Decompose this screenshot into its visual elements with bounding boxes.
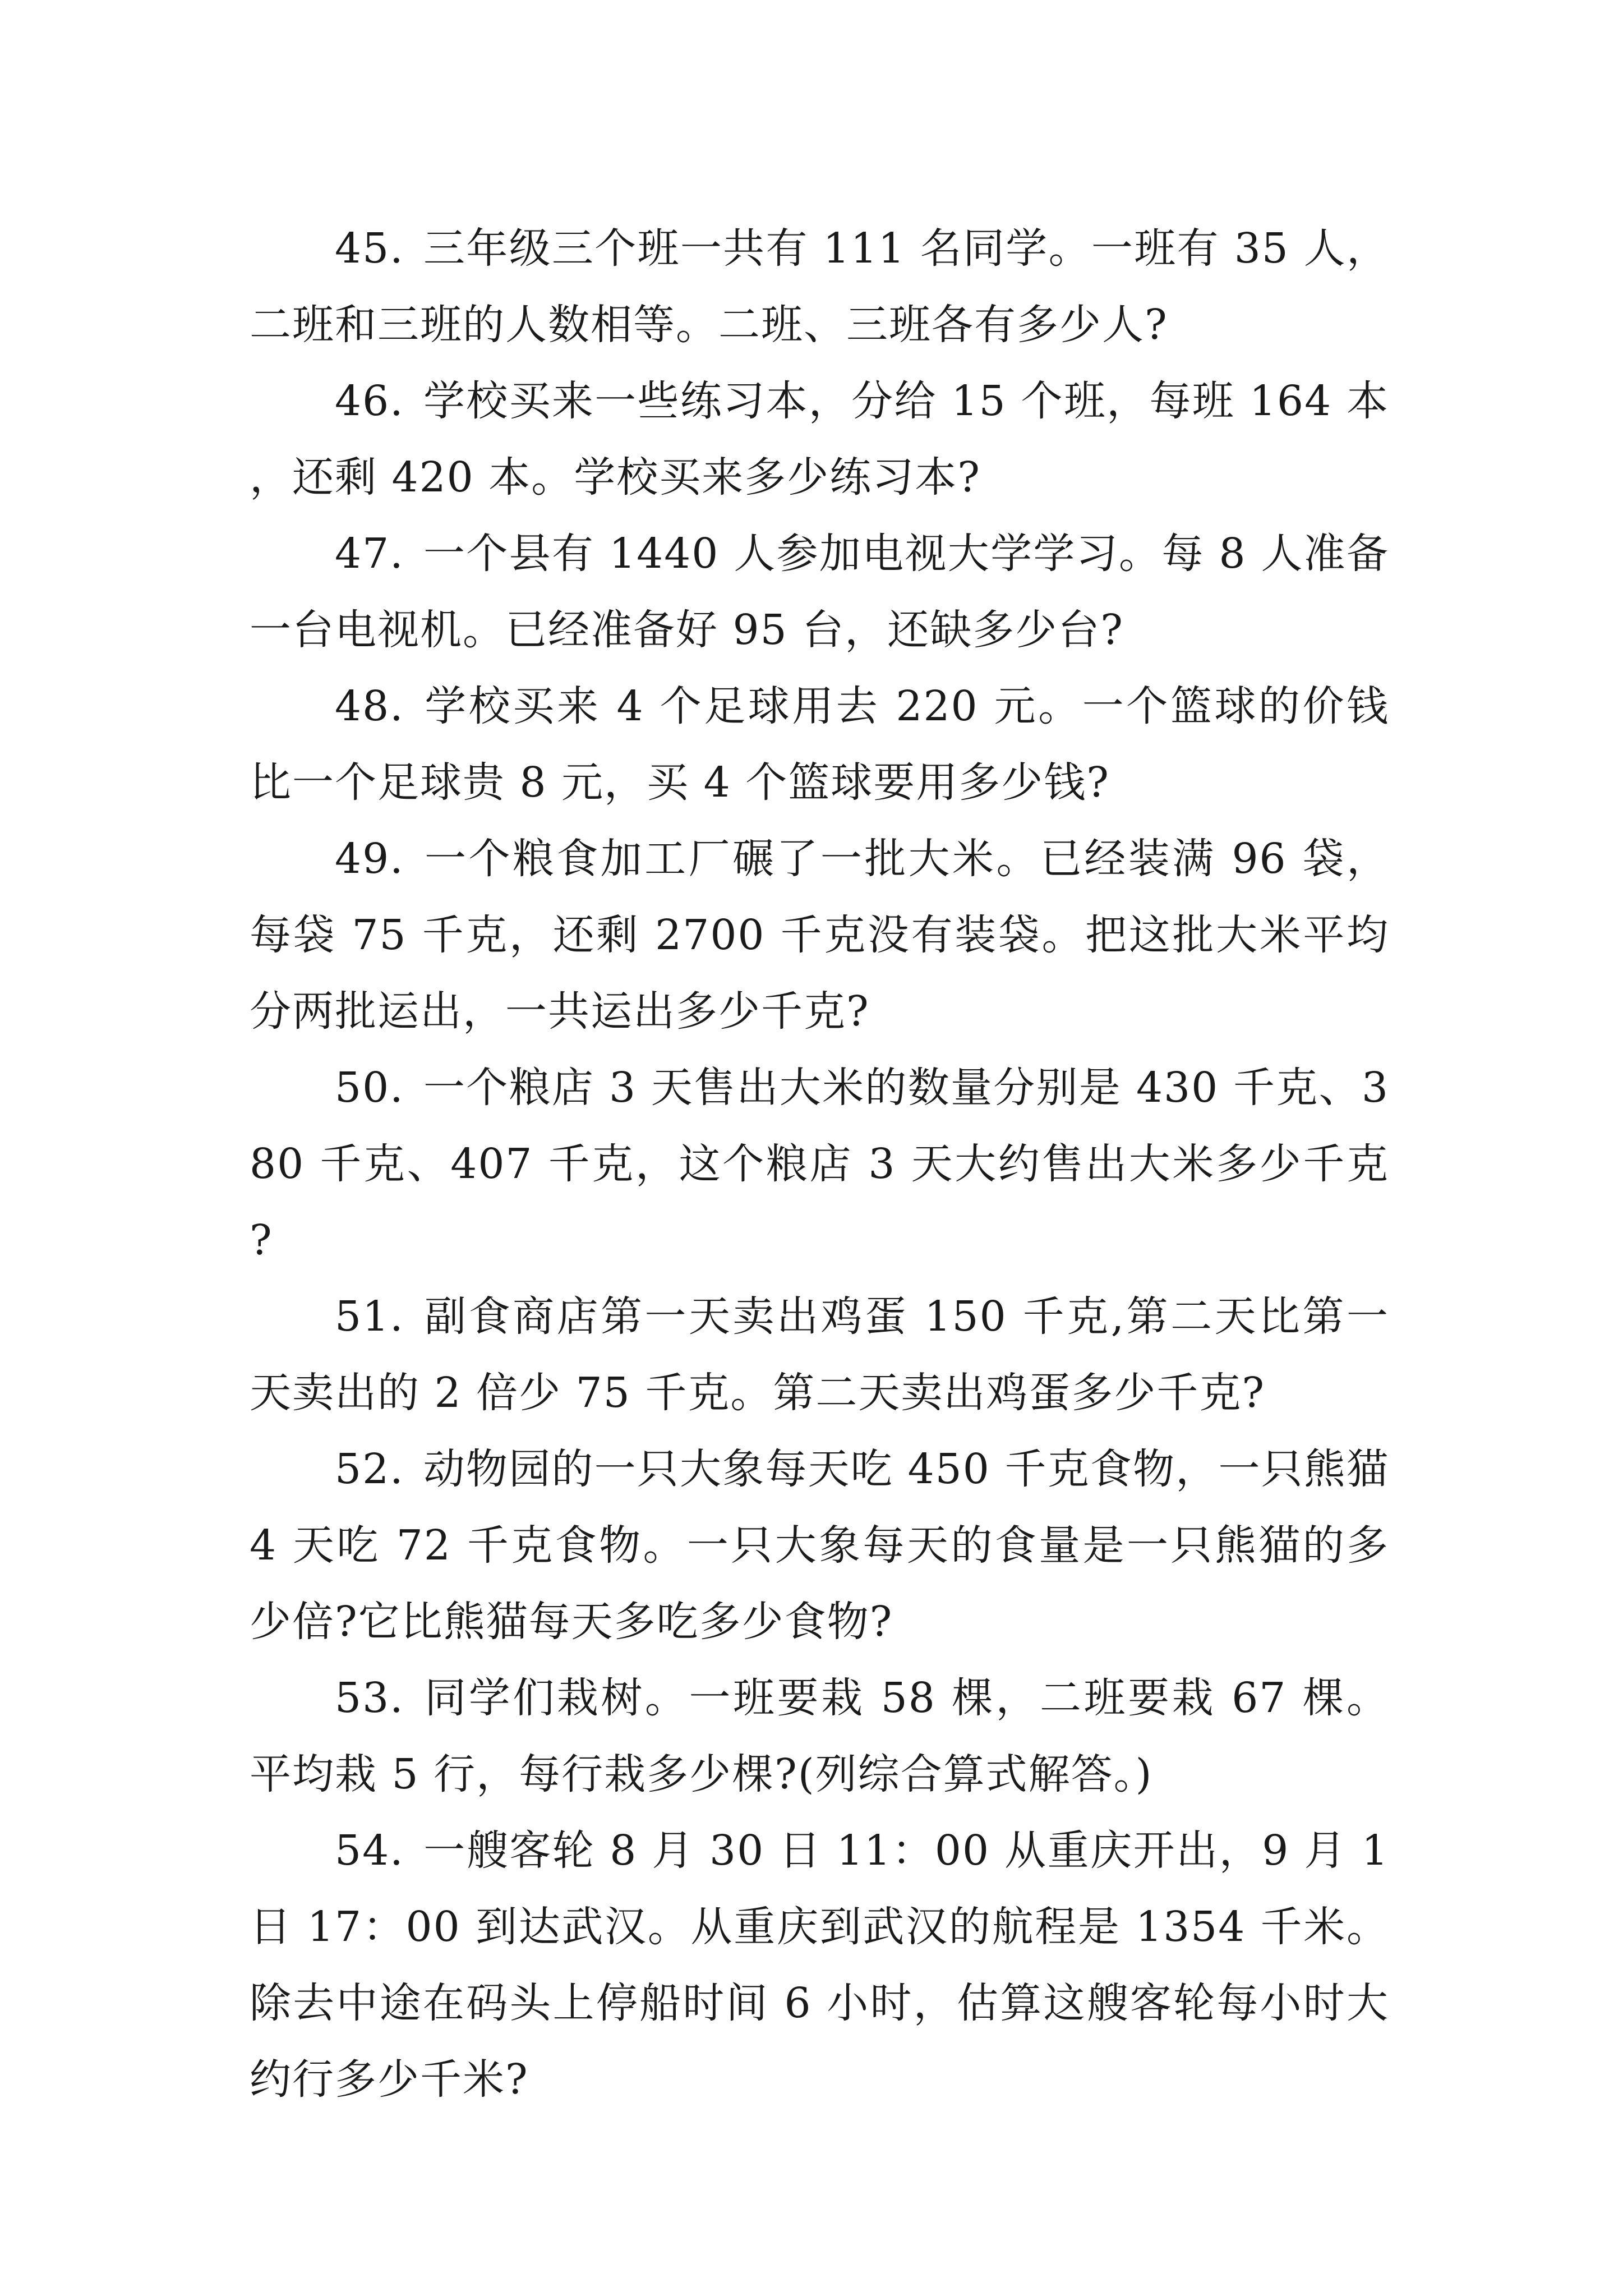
problem-text: 一个粮店 3 天售出大米的数量分别是 430 千克、380 千克、407 千克，这个粮店 3 天大约售出大米多少千克?	[250, 1064, 1389, 1264]
problem-number: 47.	[335, 530, 404, 578]
problem-list	[250, 210, 1389, 2118]
problem-text: 一艘客轮 8 月 30 日 11：00 从重庆开出，9 月 1 日 17：00 到达武汉。从重庆到武汉的航程是 1354 千米。除去中途在码头上停船时间 6 小时，估算这艘客轮每小时大约行多少千米?	[250, 1826, 1389, 2104]
problem-text: 副食商店第一天卖出鸡蛋 150 千克,第二天比第一天卖出的 2 倍少 75 千克。第二天卖出鸡蛋多少千克?	[250, 1292, 1389, 1417]
problem-47	[250, 516, 1389, 668]
problem-54	[250, 1812, 1389, 2118]
problem-51	[250, 1278, 1389, 1431]
problem-text: 动物园的一只大象每天吃 450 千克食物，一只熊猫 4 天吃 72 千克食物。一只大象每天的食量是一只熊猫的多少倍?它比熊猫每天多吃多少食物?	[250, 1445, 1389, 1646]
problem-text: 学校买来 4 个足球用去 220 元。一个篮球的价钱比一个足球贵 8 元，买 4 个篮球要用多少钱?	[250, 682, 1389, 807]
problem-number: 52.	[335, 1445, 404, 1493]
problem-46	[250, 363, 1389, 516]
problem-50	[250, 1050, 1389, 1278]
problem-text: 学校买来一些练习本，分给 15 个班，每班 164 本，还剩 420 本。学校买来多少练习本?	[250, 377, 1389, 501]
problem-number: 49.	[335, 835, 404, 883]
problem-number: 46.	[335, 377, 404, 425]
problem-text: 同学们栽树。一班要栽 58 棵，二班要栽 67 棵。平均栽 5 行，每行栽多少棵?(列综合算式解答。)	[250, 1674, 1389, 1798]
problem-53	[250, 1660, 1389, 1812]
problem-text: 三年级三个班一共有 111 名同学。一班有 35 人，二班和三班的人数相等。二班、三班各有多少人?	[250, 224, 1389, 349]
problem-45	[250, 210, 1389, 363]
problem-number: 53.	[335, 1674, 404, 1722]
problem-48	[250, 668, 1389, 821]
problem-number: 45.	[335, 224, 404, 273]
problem-text: 一个粮食加工厂碾了一批大米。已经装满 96 袋，每袋 75 千克，还剩 2700 千克没有装袋。把这批大米平均分两批运出，一共运出多少千克?	[250, 835, 1389, 1036]
problem-text: 一个县有 1440 人参加电视大学学习。每 8 人准备一台电视机。已经准备好 95 台，还缺多少台?	[250, 530, 1389, 654]
problem-number: 50.	[335, 1064, 404, 1112]
problem-number: 48.	[335, 682, 404, 730]
problem-number: 54.	[335, 1826, 404, 1875]
problem-49	[250, 821, 1389, 1050]
problem-number: 51.	[335, 1292, 404, 1341]
problem-52	[250, 1431, 1389, 1660]
